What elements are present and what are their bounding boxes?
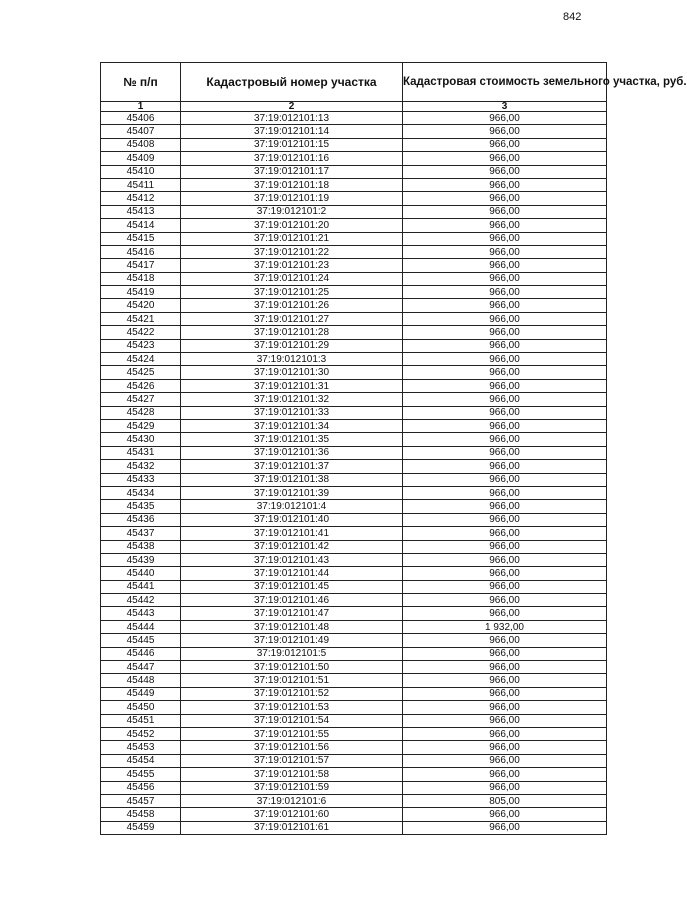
row-number-cell: 45433	[101, 473, 181, 486]
cadastral-number-cell: 37:19:012101:30	[181, 366, 403, 379]
cadastral-value-cell: 966,00	[403, 768, 607, 781]
table-row	[101, 419, 607, 432]
row-number-cell: 45455	[101, 768, 181, 781]
cadastral-number-cell: 37:19:012101:21	[181, 232, 403, 245]
table-row	[101, 406, 607, 419]
table-row	[101, 553, 607, 566]
table-row	[101, 647, 607, 660]
table-row	[101, 821, 607, 834]
cadastral-number-cell: 37:19:012101:6	[181, 794, 403, 807]
row-number-cell: 45411	[101, 178, 181, 191]
table-row	[101, 781, 607, 794]
cadastral-number-cell: 37:19:012101:24	[181, 272, 403, 285]
table-row	[101, 353, 607, 366]
column-number: 3	[403, 102, 607, 112]
table-row	[101, 165, 607, 178]
cadastral-value-cell: 966,00	[403, 192, 607, 205]
table-row	[101, 446, 607, 459]
cadastral-number-cell: 37:19:012101:47	[181, 607, 403, 620]
table-row	[101, 326, 607, 339]
cadastral-value-cell: 966,00	[403, 286, 607, 299]
cadastral-value-cell: 966,00	[403, 299, 607, 312]
cadastral-number-cell: 37:19:012101:29	[181, 339, 403, 352]
row-number-cell: 45444	[101, 620, 181, 633]
cadastral-number-cell: 37:19:012101:46	[181, 594, 403, 607]
table-row	[101, 701, 607, 714]
cadastral-value-cell: 966,00	[403, 500, 607, 513]
cadastral-value-cell: 966,00	[403, 647, 607, 660]
row-number-cell: 45447	[101, 661, 181, 674]
row-number-cell: 45414	[101, 219, 181, 232]
row-number-cell: 45408	[101, 138, 181, 151]
row-number-cell: 45453	[101, 741, 181, 754]
cadastral-value-cell: 966,00	[403, 125, 607, 138]
cadastral-value-cell: 966,00	[403, 781, 607, 794]
table-row	[101, 661, 607, 674]
cadastral-value-cell: 966,00	[403, 446, 607, 459]
table-row	[101, 567, 607, 580]
cadastral-number-cell: 37:19:012101:53	[181, 701, 403, 714]
table-header-row	[101, 63, 607, 102]
cadastral-value-cell: 966,00	[403, 393, 607, 406]
row-number-cell: 45435	[101, 500, 181, 513]
row-number-cell: 45415	[101, 232, 181, 245]
cadastral-value-cell: 805,00	[403, 794, 607, 807]
row-number-cell: 45437	[101, 527, 181, 540]
cadastral-number-cell: 37:19:012101:32	[181, 393, 403, 406]
cadastral-number-cell: 37:19:012101:27	[181, 312, 403, 325]
table-row	[101, 727, 607, 740]
cadastral-number-cell: 37:19:012101:33	[181, 406, 403, 419]
cadastral-value-cell: 966,00	[403, 259, 607, 272]
table-row	[101, 580, 607, 593]
header-cadastral-number: Кадастровый номер участка	[181, 63, 403, 102]
table-row	[101, 245, 607, 258]
row-number-cell: 45443	[101, 607, 181, 620]
table-row	[101, 607, 607, 620]
row-number-cell: 45438	[101, 540, 181, 553]
table-row	[101, 393, 607, 406]
row-number-cell: 45416	[101, 245, 181, 258]
cadastral-number-cell: 37:19:012101:39	[181, 486, 403, 499]
cadastral-number-cell: 37:19:012101:20	[181, 219, 403, 232]
table-row	[101, 500, 607, 513]
table-row	[101, 687, 607, 700]
row-number-cell: 45434	[101, 486, 181, 499]
row-number-cell: 45420	[101, 299, 181, 312]
table-row	[101, 460, 607, 473]
cadastral-number-cell: 37:19:012101:26	[181, 299, 403, 312]
row-number-cell: 45425	[101, 366, 181, 379]
table-row	[101, 634, 607, 647]
cadastral-value-cell: 966,00	[403, 419, 607, 432]
cadastral-number-cell: 37:19:012101:37	[181, 460, 403, 473]
table-row	[101, 138, 607, 151]
cadastral-value-cell: 966,00	[403, 513, 607, 526]
row-number-cell: 45424	[101, 353, 181, 366]
row-number-cell: 45413	[101, 205, 181, 218]
row-number-cell: 45439	[101, 553, 181, 566]
cadastral-number-cell: 37:19:012101:58	[181, 768, 403, 781]
table-body	[101, 112, 607, 835]
cadastral-value-cell: 966,00	[403, 714, 607, 727]
cadastral-number-cell: 37:19:012101:14	[181, 125, 403, 138]
row-number-cell: 45451	[101, 714, 181, 727]
table-row	[101, 594, 607, 607]
table-row	[101, 741, 607, 754]
cadastral-number-cell: 37:19:012101:60	[181, 808, 403, 821]
row-number-cell: 45448	[101, 674, 181, 687]
table-row	[101, 125, 607, 138]
table-row	[101, 473, 607, 486]
cadastral-value-cell: 966,00	[403, 594, 607, 607]
table-row	[101, 674, 607, 687]
cadastral-number-cell: 37:19:012101:38	[181, 473, 403, 486]
column-number: 2	[181, 102, 403, 112]
cadastral-number-cell: 37:19:012101:19	[181, 192, 403, 205]
row-number-cell: 45418	[101, 272, 181, 285]
cadastral-value-cell: 966,00	[403, 353, 607, 366]
cadastral-value-cell: 966,00	[403, 661, 607, 674]
table-row	[101, 768, 607, 781]
table-row	[101, 794, 607, 807]
table-row	[101, 540, 607, 553]
cadastral-number-cell: 37:19:012101:56	[181, 741, 403, 754]
cadastral-number-cell: 37:19:012101:45	[181, 580, 403, 593]
table-row	[101, 152, 607, 165]
row-number-cell: 45426	[101, 379, 181, 392]
cadastral-number-cell: 37:19:012101:43	[181, 553, 403, 566]
row-number-cell: 45428	[101, 406, 181, 419]
table-row	[101, 527, 607, 540]
cadastral-number-cell: 37:19:012101:44	[181, 567, 403, 580]
cadastral-value-cell: 966,00	[403, 366, 607, 379]
cadastral-value-cell: 966,00	[403, 727, 607, 740]
row-number-cell: 45456	[101, 781, 181, 794]
cadastral-value-cell: 966,00	[403, 460, 607, 473]
cadastral-table	[100, 62, 687, 835]
cadastral-value-cell: 966,00	[403, 312, 607, 325]
row-number-cell: 45458	[101, 808, 181, 821]
table-row	[101, 286, 607, 299]
table-row	[101, 339, 607, 352]
row-number-cell: 45409	[101, 152, 181, 165]
table-row	[101, 366, 607, 379]
cadastral-value-cell: 966,00	[403, 165, 607, 178]
cadastral-number-cell: 37:19:012101:55	[181, 727, 403, 740]
table-row	[101, 259, 607, 272]
table-row	[101, 272, 607, 285]
cadastral-value-cell: 966,00	[403, 112, 607, 125]
row-number-cell: 45442	[101, 594, 181, 607]
cadastral-value-cell: 966,00	[403, 607, 607, 620]
table-row	[101, 486, 607, 499]
row-number-cell: 45431	[101, 446, 181, 459]
cadastral-number-cell: 37:19:012101:41	[181, 527, 403, 540]
row-number-cell: 45412	[101, 192, 181, 205]
row-number-cell: 45419	[101, 286, 181, 299]
cadastral-value-cell: 966,00	[403, 473, 607, 486]
cadastral-number-cell: 37:19:012101:13	[181, 112, 403, 125]
cadastral-value-cell: 966,00	[403, 754, 607, 767]
cadastral-number-cell: 37:19:012101:34	[181, 419, 403, 432]
table-row	[101, 714, 607, 727]
cadastral-value-cell: 966,00	[403, 580, 607, 593]
cadastral-value-cell: 966,00	[403, 540, 607, 553]
table-row	[101, 178, 607, 191]
cadastral-number-cell: 37:19:012101:17	[181, 165, 403, 178]
cadastral-number-cell: 37:19:012101:18	[181, 178, 403, 191]
cadastral-number-cell: 37:19:012101:54	[181, 714, 403, 727]
cadastral-value-cell: 966,00	[403, 406, 607, 419]
row-number-cell: 45430	[101, 433, 181, 446]
column-number: 1	[101, 102, 181, 112]
row-number-cell: 45454	[101, 754, 181, 767]
row-number-cell: 45440	[101, 567, 181, 580]
row-number-cell: 45446	[101, 647, 181, 660]
cadastral-number-cell: 37:19:012101:61	[181, 821, 403, 834]
row-number-cell: 45441	[101, 580, 181, 593]
cadastral-number-cell: 37:19:012101:22	[181, 245, 403, 258]
cadastral-value-cell: 966,00	[403, 245, 607, 258]
cadastral-value-cell: 966,00	[403, 527, 607, 540]
cadastral-value-cell: 966,00	[403, 486, 607, 499]
cadastral-value-cell: 966,00	[403, 339, 607, 352]
cadastral-number-cell: 37:19:012101:50	[181, 661, 403, 674]
row-number-cell: 45417	[101, 259, 181, 272]
table-row	[101, 433, 607, 446]
cadastral-value-cell: 966,00	[403, 219, 607, 232]
table-row	[101, 299, 607, 312]
cadastral-value-cell: 966,00	[403, 553, 607, 566]
row-number-cell: 45450	[101, 701, 181, 714]
cadastral-value-cell: 966,00	[403, 808, 607, 821]
header-cadastral-value: Кадастровая стоимость земельного участка, руб.	[403, 63, 607, 102]
cadastral-value-cell: 966,00	[403, 741, 607, 754]
row-number-cell: 45423	[101, 339, 181, 352]
row-number-cell: 45422	[101, 326, 181, 339]
cadastral-number-cell: 37:19:012101:25	[181, 286, 403, 299]
row-number-cell: 45449	[101, 687, 181, 700]
cadastral-number-cell: 37:19:012101:28	[181, 326, 403, 339]
cadastral-value-cell: 966,00	[403, 272, 607, 285]
column-number-row	[101, 102, 607, 112]
cadastral-number-cell: 37:19:012101:48	[181, 620, 403, 633]
table-row	[101, 232, 607, 245]
row-number-cell: 45432	[101, 460, 181, 473]
cadastral-number-cell: 37:19:012101:57	[181, 754, 403, 767]
row-number-cell: 45457	[101, 794, 181, 807]
cadastral-value-cell: 966,00	[403, 138, 607, 151]
row-number-cell: 45445	[101, 634, 181, 647]
row-number-cell: 45427	[101, 393, 181, 406]
cadastral-number-cell: 37:19:012101:3	[181, 353, 403, 366]
table-row	[101, 513, 607, 526]
cadastral-value-cell: 966,00	[403, 379, 607, 392]
cadastral-number-cell: 37:19:012101:59	[181, 781, 403, 794]
table-row	[101, 219, 607, 232]
row-number-cell: 45436	[101, 513, 181, 526]
cadastral-number-cell: 37:19:012101:40	[181, 513, 403, 526]
table-row	[101, 620, 607, 633]
cadastral-number-cell: 37:19:012101:23	[181, 259, 403, 272]
cadastral-value-cell: 966,00	[403, 178, 607, 191]
cadastral-value-cell: 966,00	[403, 687, 607, 700]
row-number-cell: 45410	[101, 165, 181, 178]
cadastral-value-cell: 966,00	[403, 232, 607, 245]
cadastral-number-cell: 37:19:012101:42	[181, 540, 403, 553]
table-row	[101, 379, 607, 392]
table-row	[101, 112, 607, 125]
cadastral-number-cell: 37:19:012101:31	[181, 379, 403, 392]
cadastral-number-cell: 37:19:012101:2	[181, 205, 403, 218]
cadastral-number-cell: 37:19:012101:51	[181, 674, 403, 687]
cadastral-number-cell: 37:19:012101:5	[181, 647, 403, 660]
page-number: 842	[563, 11, 582, 23]
cadastral-value-cell: 966,00	[403, 205, 607, 218]
cadastral-number-cell: 37:19:012101:35	[181, 433, 403, 446]
row-number-cell: 45421	[101, 312, 181, 325]
cadastral-value-cell: 966,00	[403, 821, 607, 834]
row-number-cell: 45452	[101, 727, 181, 740]
cadastral-value-cell: 966,00	[403, 152, 607, 165]
cadastral-value-cell: 966,00	[403, 674, 607, 687]
table-row	[101, 808, 607, 821]
cadastral-value-cell: 1 932,00	[403, 620, 607, 633]
header-number: № п/п	[101, 63, 181, 102]
table-row	[101, 205, 607, 218]
cadastral-number-cell: 37:19:012101:52	[181, 687, 403, 700]
row-number-cell: 45429	[101, 419, 181, 432]
row-number-cell: 45406	[101, 112, 181, 125]
cadastral-value-cell: 966,00	[403, 326, 607, 339]
cadastral-number-cell: 37:19:012101:16	[181, 152, 403, 165]
cadastral-value-cell: 966,00	[403, 567, 607, 580]
cadastral-value-cell: 966,00	[403, 701, 607, 714]
cadastral-number-cell: 37:19:012101:49	[181, 634, 403, 647]
cadastral-number-cell: 37:19:012101:15	[181, 138, 403, 151]
table-row	[101, 312, 607, 325]
cadastral-value-cell: 966,00	[403, 433, 607, 446]
table-row	[101, 754, 607, 767]
table-row	[101, 192, 607, 205]
cadastral-value-cell: 966,00	[403, 634, 607, 647]
row-number-cell: 45407	[101, 125, 181, 138]
cadastral-number-cell: 37:19:012101:36	[181, 446, 403, 459]
cadastral-number-cell: 37:19:012101:4	[181, 500, 403, 513]
row-number-cell: 45459	[101, 821, 181, 834]
